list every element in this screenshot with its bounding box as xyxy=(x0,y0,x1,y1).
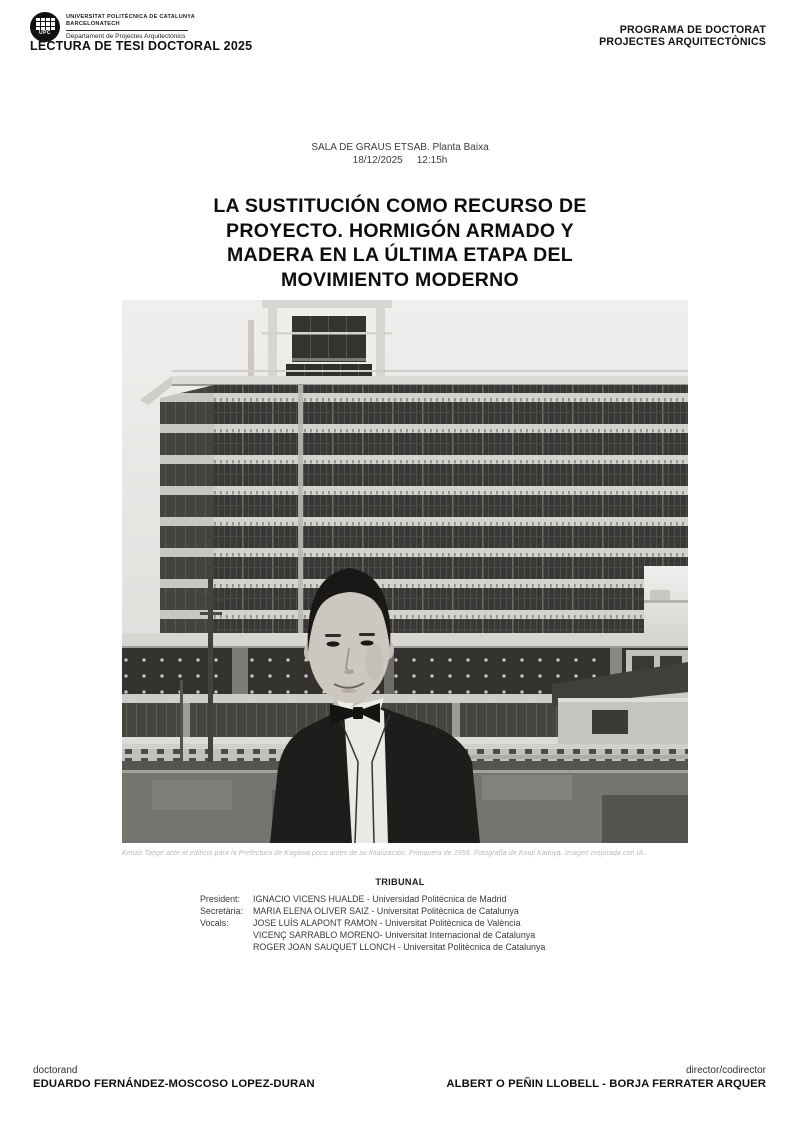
venue-block xyxy=(0,141,800,167)
university-divider xyxy=(66,30,188,31)
director-name: ALBERT O PEÑIN LLOBELL - BORJA FERRATER ARQUER xyxy=(446,1078,766,1090)
upc-logo-grid xyxy=(36,18,55,30)
university-block xyxy=(66,14,246,41)
tribunal-row-vocal-2 xyxy=(200,929,545,941)
photo-caption: Kenzo Tange ante el edificio para la Prefectura de Kagawa poco antes de su finalización. Primavera de 1958. Fotografía de Kouji Kamiya. Imagen mejorada con IA. xyxy=(122,850,646,857)
doctorand-name: EDUARDO FERNÁNDEZ-MOSCOSO LOPEZ-DURAN xyxy=(33,1078,315,1090)
thesis-title-line4: MOVIMIENTO MODERNO xyxy=(281,268,519,291)
venue-datetime xyxy=(0,154,800,167)
upc-logo-icon xyxy=(30,12,60,42)
thesis-title-line1: LA SUSTITUCIÓN COMO RECURSO DE xyxy=(213,195,587,217)
department-name: Departament de Projectes Arquitectònics xyxy=(66,33,186,40)
tribunal-row-secretaria xyxy=(200,905,545,917)
event-title: LECTURA DE TESI DOCTORAL 2025 xyxy=(30,39,253,53)
tribunal-member: JOSE LUÍS ALAPONT RAMON - Universitat Politècnica de València xyxy=(253,918,521,928)
tribunal-member: VICENÇ SARRABLO MORENO- Universitat Internacional de Catalunya xyxy=(253,930,536,940)
thesis-title-line3: MADERA EN LA ÚLTIMA ETAPA DEL xyxy=(227,244,573,266)
university-subname: BARCELONATECH xyxy=(66,21,120,27)
tribunal-row-vocal-3 xyxy=(200,941,545,953)
director-block xyxy=(446,1064,766,1091)
tribunal-list xyxy=(200,893,545,953)
doctoral-program xyxy=(599,25,766,48)
thesis-title-line2: PROYECTO. HORMIGÓN ARMADO Y xyxy=(226,219,574,242)
venue-location: SALA DE GRAUS ETSAB. Planta Baixa xyxy=(311,142,489,153)
program-line2: PROJECTES ARQUITECTÒNICS xyxy=(599,35,766,48)
tribunal-member: IGNACIO VICENS HUALDE - Universidad Politécnica de Madrid xyxy=(253,894,507,904)
tribunal-row-president xyxy=(200,893,545,905)
kenzo-tange-photo-illustration xyxy=(122,300,688,843)
tribunal-role: President: xyxy=(200,894,240,904)
venue-time: 12:15h xyxy=(416,155,448,166)
venue-date: 18/12/2025 xyxy=(352,155,403,166)
program-line1: PROGRAMA DE DOCTORAT xyxy=(619,24,766,36)
tribunal-row-vocal-1 xyxy=(200,917,545,929)
university-name: UNIVERSITAT POLITÈCNICA DE CATALUNYA xyxy=(66,14,196,20)
director-label: director/codirector xyxy=(685,1065,766,1076)
tribunal-role: Vocals: xyxy=(200,918,229,928)
tribunal-role: Secretària: xyxy=(200,906,243,916)
doctorand-block xyxy=(33,1064,315,1091)
tribunal-heading: TRIBUNAL xyxy=(375,877,425,887)
thesis-photo xyxy=(122,300,688,843)
tribunal-member: MARIA ELENA OLIVER SAIZ - Universitat Politècnica de Catalunya xyxy=(253,906,519,916)
tribunal-member: ROGER JOAN SAUQUET LLONCH - Universitat Politècnica de Catalunya xyxy=(253,942,546,952)
upc-logo-acronym: UPC xyxy=(38,30,52,37)
doctorand-label: doctorand xyxy=(33,1065,78,1076)
thesis-title xyxy=(0,194,800,292)
